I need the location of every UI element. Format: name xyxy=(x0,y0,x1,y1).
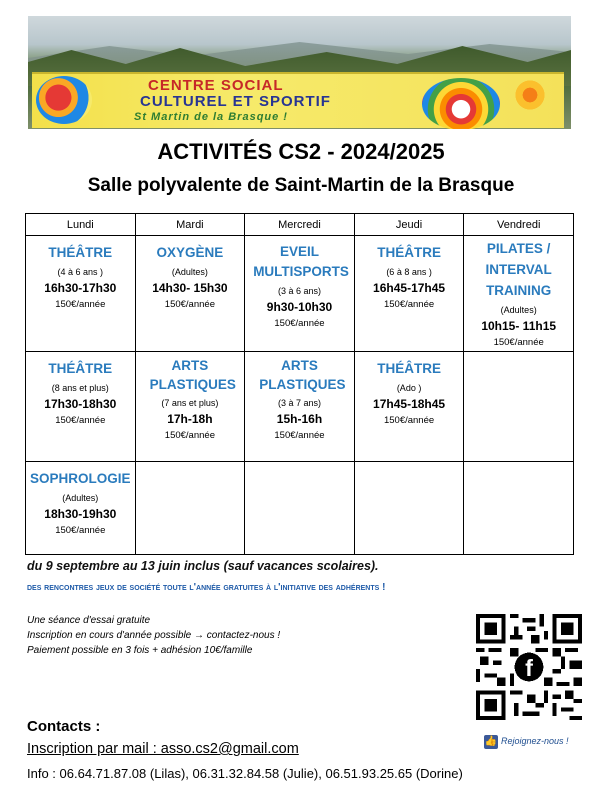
info-line-trial: Une séance d'essai gratuite xyxy=(27,615,151,626)
activity-time: 18h30-19h30 xyxy=(44,507,117,521)
activity-name: THÉÂTRE xyxy=(377,245,441,260)
rainbow-painting xyxy=(422,78,500,129)
activity-category: (6 à 8 ans ) xyxy=(386,267,432,277)
activity-price: 150€/année xyxy=(274,318,325,329)
cs2-logo xyxy=(36,76,92,124)
header-banner-photo xyxy=(28,16,571,129)
activity-time: 9h30-10h30 xyxy=(266,300,333,314)
page-title: ACTIVITÉS CS2 - 2024/2025 xyxy=(157,139,445,164)
schedule-cell-empty xyxy=(135,462,245,555)
schedule-cell xyxy=(26,236,136,352)
activity-name: THÉÂTRE xyxy=(48,245,113,260)
season-dates-note: du 9 septembre au 13 juin inclus (sauf vacances scolaires). xyxy=(27,559,379,573)
schedule-cell xyxy=(245,236,355,352)
schedule-cell xyxy=(354,236,464,352)
schedule-table xyxy=(25,213,574,555)
activity-time: 14h30- 15h30 xyxy=(152,281,228,295)
activity-time: 17h30-18h30 xyxy=(44,397,117,411)
registration-email-link[interactable]: Inscription par mail : asso.cs2@gmail.com xyxy=(27,741,299,757)
activity-category: (3 à 6 ans) xyxy=(277,286,321,296)
activity-name: ARTS PLASTIQUES xyxy=(259,358,346,392)
activity-price: 150€/année xyxy=(383,415,435,426)
schedule-cell xyxy=(245,352,355,462)
schedule-cell xyxy=(135,352,245,462)
schedule-cell xyxy=(354,352,464,462)
activity-time: 16h45-17h45 xyxy=(373,281,446,295)
day-header: Lundi xyxy=(26,214,136,236)
schedule-cell xyxy=(26,462,136,555)
activity-category: (8 ans et plus) xyxy=(51,383,109,393)
schedule-cell xyxy=(26,352,136,462)
activity-price: 150€/année xyxy=(55,525,106,536)
day-header: Mardi xyxy=(135,214,245,236)
activity-category: (Adultes) xyxy=(171,267,208,277)
thumbs-up-icon: 👍 xyxy=(484,736,498,747)
qr-code-icon[interactable] xyxy=(476,614,582,720)
day-header: Jeudi xyxy=(354,214,464,236)
activity-name: THÉÂTRE xyxy=(48,361,113,376)
schedule-cell-empty xyxy=(464,462,574,555)
facebook-join-link[interactable] xyxy=(484,735,569,749)
page-subtitle: Salle polyvalente de Saint-Martin de la Brasque xyxy=(87,175,515,196)
activity-price: 150€/année xyxy=(274,430,325,441)
svg-text:f: f xyxy=(525,654,533,681)
contacts-heading: Contacts : xyxy=(27,718,101,735)
activity-price: 150€/année xyxy=(164,430,215,441)
activity-category: (Ado ) xyxy=(396,383,422,393)
schedule-header-row xyxy=(26,214,574,236)
activity-time: 17h-18h xyxy=(167,412,213,426)
schedule-cell-empty xyxy=(354,462,464,555)
activity-price: 150€/année xyxy=(493,337,544,348)
activity-price: 150€/année xyxy=(55,299,106,310)
board-games-note: des rencontres jeux de société toute l'année gratuites à l'initiative des adhérents ! xyxy=(27,582,386,593)
info-line-registration: Inscription en cours d'année possible → contactez-nous ! xyxy=(27,630,281,641)
activity-category: (Adultes) xyxy=(500,305,537,315)
schedule-cell xyxy=(464,236,574,352)
phone-contacts: Info : 06.64.71.87.08 (Lilas), 06.31.32.84.58 (Julie), 06.51.93.25.65 (Dorine) xyxy=(27,766,463,781)
banner-line-3: St Martin de la Brasque ! xyxy=(134,111,288,123)
activity-price: 150€/année xyxy=(164,299,215,310)
info-line-payment: Paiement possible en 3 fois + adhésion 10€/famille xyxy=(27,645,253,656)
schedule-cell-empty xyxy=(464,352,574,462)
day-header: Vendredi xyxy=(464,214,574,236)
activity-time: 16h30-17h30 xyxy=(44,281,117,295)
activity-time: 17h45-18h45 xyxy=(373,397,446,411)
activity-category: (4 à 6 ans ) xyxy=(57,267,104,277)
activity-category: (Adultes) xyxy=(62,493,99,503)
schedule-row xyxy=(26,236,574,352)
activity-time: 10h15- 11h15 xyxy=(481,319,557,333)
activity-price: 150€/année xyxy=(55,415,106,426)
activity-category: (7 ans et plus) xyxy=(161,398,219,408)
activity-category: (3 à 7 ans) xyxy=(277,398,321,408)
activity-time: 15h-16h xyxy=(276,412,323,426)
activity-name: OXYGÈNE xyxy=(156,245,224,260)
activity-name: THÉÂTRE xyxy=(377,361,441,376)
join-text: Rejoignez-nous ! xyxy=(501,736,569,746)
activity-name: ARTS PLASTIQUES xyxy=(149,358,236,392)
schedule-cell xyxy=(135,236,245,352)
schedule-row xyxy=(26,462,574,555)
schedule-cell-empty xyxy=(245,462,355,555)
activity-name: PILATES / INTERVAL TRAINING xyxy=(485,241,552,298)
banner-line-1: CENTRE SOCIAL xyxy=(148,77,284,94)
activity-name: EVEIL MULTISPORTS xyxy=(253,244,349,279)
sun-painting xyxy=(513,78,547,112)
day-header: Mercredi xyxy=(245,214,355,236)
schedule-row xyxy=(26,352,574,462)
activity-name: SOPHROLOGIE xyxy=(30,471,131,486)
banner-line-2: CULTUREL ET SPORTIF xyxy=(140,93,331,110)
activity-price: 150€/année xyxy=(383,299,435,310)
